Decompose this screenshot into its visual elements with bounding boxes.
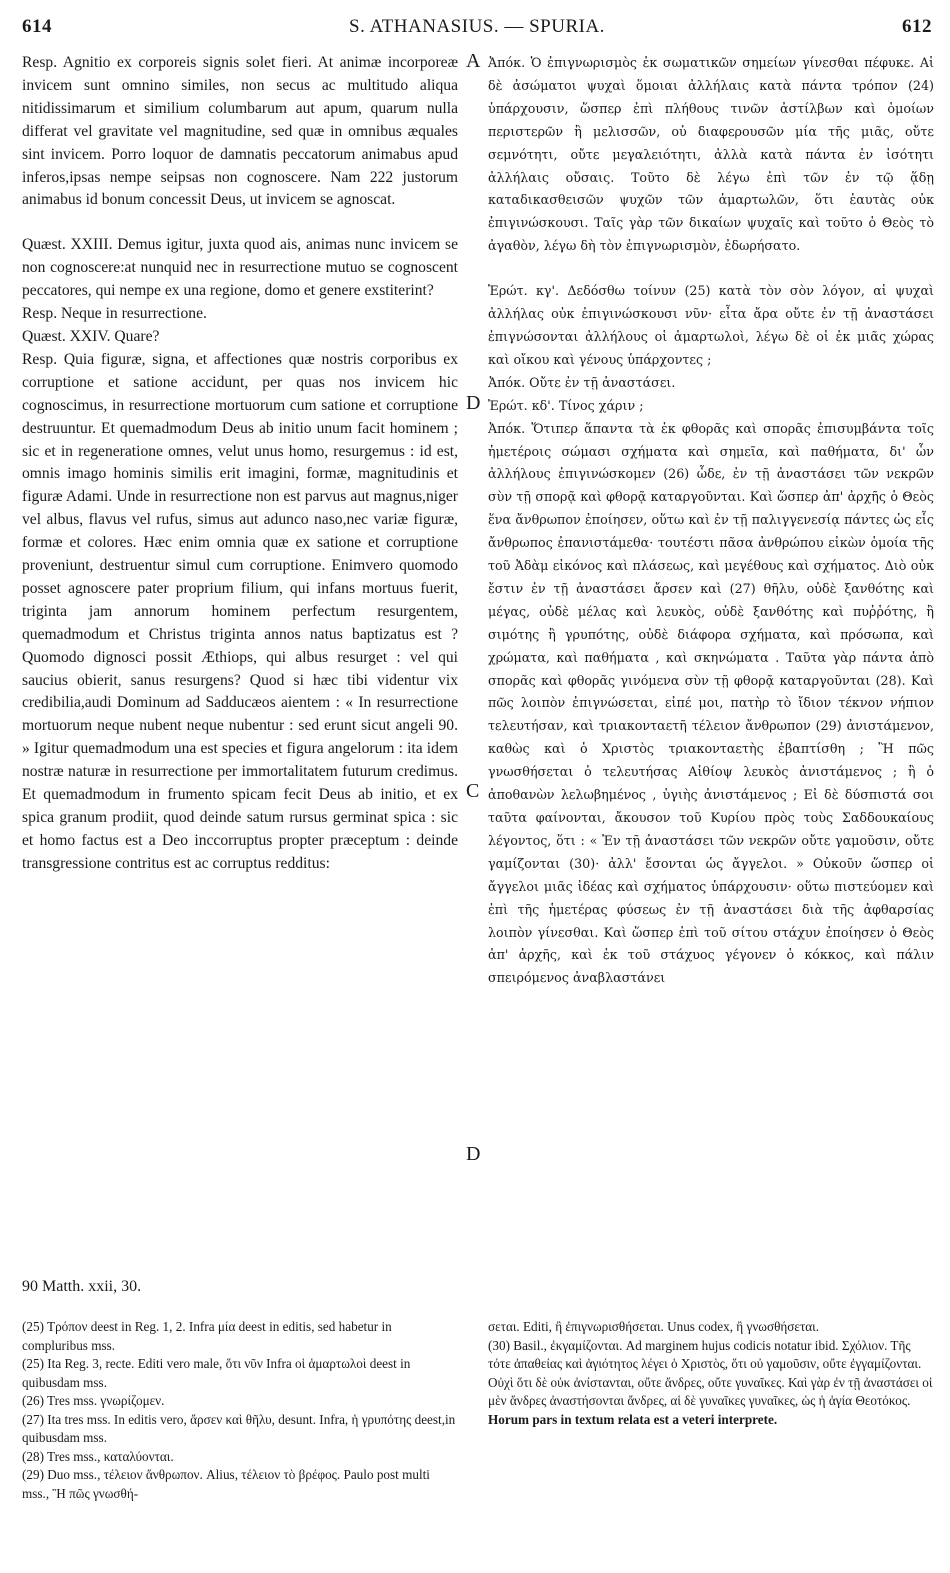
latin-resp-2: Resp. Neque in resurrectione. — [22, 305, 207, 323]
greek-apok-2: Ἀπόκ. Οὔτε ἐν τῇ ἀναστάσει. — [488, 374, 676, 390]
note-item: Horum pars in textum relata est a veteri interprete. — [488, 1411, 778, 1427]
greek-column — [488, 52, 934, 990]
margin-marker-c: C — [466, 780, 480, 802]
note-item: (26) Tres mss. γνωρίζομεν. — [22, 1393, 165, 1408]
page-header — [22, 16, 932, 46]
greek-erot-24: Ἐρώτ. κδ'. Τίνος χάριν ; — [488, 397, 644, 413]
latin-quaest-23: Quæst. XXIII. Demus igitur, juxta quod ais, animas nunc invicem se non cognoscere:at nunquid nec in resurrectione mutuo se cognoscent peccatores, qui nempe ex una regione, domo et genere exstiterint? — [22, 236, 458, 300]
margin-marker-a: A — [466, 50, 481, 72]
note-item: (30) Basil., ἐκγαμίζονται. Ad marginem hujus codicis notatur ibid. Σχόλιον. Τῆς τότε ἀπαθείας καὶ ἁγιότητος λέγει ὁ Χριστὸς, ὅτι οὐ γαμοῦσιν, οὔτε ἐγγαμίζονται. Οὐχὶ ὅτι δὲ οὐκ ἀνίστανται, οὔτε ἄνδρες, οὔτε γυναῖκες. Καὶ γὰρ ἐν τῇ ἀναστάσει οἱ μὲν ἄνδρες ἀναστήσονται ἄνδρες, αἱ δὲ γυναῖκες γυναῖκες, ὡς ἡ ἁγία Θεοτόκος. — [488, 1337, 933, 1408]
latin-resp-1: Resp. Agnitio ex corporeis signis solet fieri. At animæ incorporeæ invicem sunt omnino similes, non secus ac multitudo aliqua nitidissimarum et similium columbarum aut apum, quarum nulla differat vel gravitate vel magnitudine, sed quæ in omnibus æquales sint invicem. Porro loquor de damnatis peccatorum animabus apud inferos,ipsas nempe seipsas non cognoscere. Nam 222 justorum animabus id bonum concessit Deus, ut invicem se agnoscat. — [22, 54, 458, 209]
note-item: (29) Duo mss., τέλειον ἄνθρωπον. Alius, τέλειον τὸ βρέφος. Paulo post multi mss., Ἢ πῶς γνωσθή- — [22, 1467, 430, 1501]
scripture-footnote: 90 Matth. xxii, 30. — [22, 1278, 142, 1295]
latin-column — [22, 52, 458, 876]
greek-apok-1: Ἀπόκ. Ὁ ἐπιγνωρισμὸς ἐκ σωματικῶν σημείων γίνεσθαι πέφυκε. Αἱ δὲ ἀσώματοι ψυχαὶ ὅμοιαι ἀλλήλαις κατὰ πάντα τρόπον (24) ὑπάρχουσιν, ὥσπερ ἐπὶ πλήθους τινῶν ἀστίλβων καὶ ὁμοίων περιστερῶν ἢ μελισσῶν, οὐ διαφερουσῶν μία τῆς μιᾶς, οὔτε σεμνότητι, οὔτε μεγαλειότητι, ἀλλὰ κατὰ πάντα ἐν ἰσότητι ἀλλήλαις οὔσαις. Τοῦτο δὲ λέγω ἐπὶ τῶν ἐν τῷ ᾅδῃ καταδικασθεισῶν ψυχῶν τῶν ἁμαρτωλῶν, ὅτι ἑαυτὰς οὐκ ἐπιγινώσκουσι. Ταῖς γὰρ τῶν δικαίων ψυχαῖς καὶ τοῦτο ὁ Θεὸς τὸ ἀγαθὸν, λέγω δὴ τὸν ἐπιγνωρισμὸν, ἐδωρήσατο. — [488, 55, 934, 254]
notes-right — [488, 1318, 934, 1429]
running-title: S. ATHANASIUS. — SPURIA. — [349, 16, 605, 37]
note-item: σεται. Editi, ἢ ἐπιγνωρισθήσεται. Unus codex, ἢ γνωσθήσεται. — [488, 1319, 819, 1334]
greek-apok-3: Ἀπόκ. Ὅτιπερ ἅπαντα τὰ ἐκ φθορᾶς καὶ σπορᾶς ἐπισυμβάντα τοῖς ἡμετέροις σώμασι σχήματα καὶ σημεῖα, καὶ παθήματα, δι' ὧν ἀλλήλους ἐπιγινώσκομεν (26) ὧδε, ἐν τῇ ἀναστάσει τῶν νεκρῶν σὺν τῇ σπορᾷ καὶ φθορᾷ καταργοῦνται. Καὶ ὥσπερ ἀπ' ἀρχῆς ὁ Θεὸς ἕνα ἄνθρωπον ἐποίησεν, οὕτω καὶ ἐν τῇ παλιγγενεσίᾳ πάντες ὡς εἷς ἄνθρωπος ἐπανιστάμεθα· τουτέστι πᾶσα ἀνθρώπου εἰκὼν ὁμοία τῆς τοῦ Ἀδὰμ εἰκόνος καὶ πλάσεως, καὶ μεγέθους καὶ σχήματος. Διὸ οὐκ ἔστιν ἐν τῇ ἀναστάσει ἄρσεν καὶ (27) θῆλυ, οὐδὲ ξανθότης καὶ μέγας, οὐδὲ μέλας καὶ λευκὸς, οὐδὲ ξανθότης καὶ πυῤῥότης, ἢ σιμότης ἢ γρυπότης, οὐδὲ διάφορα σχήματα, καὶ πρόσωπα, καὶ χρώματα, καὶ παθήματα , καὶ σκηνώματα . Ταῦτα γὰρ πάντα ἀπὸ σπορᾶς καὶ φθορᾶς γινόμενα σὺν τῇ φθορᾷ καταργοῦνται (28). Καὶ πῶς λοιπὸν ἐπιγνώσεται, εἰπέ μοι, πατὴρ τὸ ἴδιον τέκνον νήπιον τελευτήσαν, καὶ τριακονταετῆ τέλειον ἄνθρωπον (29) ἀνιστάμενον, καθὼς καὶ ὁ Χριστὸς τριακονταετὴς ἐβαπτίσθη ; Ἢ πῶς γνωσθήσεται ὁ τελευτήσας Αἰθίοψ λευκὸς ἀνιστάμενος ; ἢ ὁ ἀποθανὼν λελωβημένος , ὑγιὴς ἀνιστάμενος ; Εἰ δὲ δύσπιστά σοι ταῦτα φαίνονται, ἄκουσον τοῦ Κυρίου πρὸς τοὺς Σαδδουκαίους λέγοντος, ὅτι : « Ἐν τῇ ἀναστάσει τῶν νεκρῶν οὔτε γαμοῦσιν, οὔτε γαμίζονται (30)· ἀλλ' ἔσονται ὡς ἄγγελοι. » Οὐκοῦν ὥσπερ οἱ ἄγγελοι μιᾶς ἰδέας καὶ σχήματος ὑπάρχουσιν· οὕτω πιστεύομεν καὶ ἐπὶ τῆς ἡμετέρας φύσεως ἐν τῇ ἀναστάσει διὰ τῆς ἀφθαρσίας λοιπὸν γίνεσθαι. Καὶ ὥσπερ ἐπὶ τοῦ σίτου στάχυν ἐποίησεν ὁ Θεὸς ἀπ' ἀρχῆς, καὶ ἐκ τοῦ στάχυος γέγονεν ὁ κόκκος, καὶ πάλιν σπειρόμενος ἀναβλαστάνει — [488, 420, 934, 986]
note-item: (25) Ita Reg. 3, recte. Editi vero male, ὅτι νῦν Infra οἱ ἁμαρτωλοὶ deest in quibusdam mss. — [22, 1356, 411, 1390]
greek-erot-23: Ἐρώτ. κγ'. Δεδόσθω τοίνυν (25) κατὰ τὸν σὸν λόγον, αἱ ψυχαὶ ἀλλήλας οὐκ ἐπιγινώσκουσι νῦν· εἶτα ἄρα οὔτε ἐν τῇ ἀναστάσει ἐπιγνώσονται ἀλλήλους οἱ ἁμαρτωλοὶ, λέγω δὲ οἱ ἐκ μιᾶς χώρας καὶ οἴκου καὶ γένους ὑπάρχοντες ; — [488, 283, 934, 367]
margin-marker-d: D — [466, 392, 481, 414]
latin-resp-3: Resp. Quia figuræ, signa, et affectiones quæ nostris corporibus ex corruptione et satione accidunt, per quas nos invicem hic cognoscimus, in resurrectione mortuorum cum satione et corruptione destruuntur. Et quemadmodum Deus ab initio unum facit hominem ; sic et in regeneratione omnes, velut unus homo, resurgemus : id est, omnis imago hominis similis erit imagini, formæ, magnitudinis et figuræ Adami. Unde in resurrectione non est parvus aut magnus,niger vel albus, flavus vel rufus, simus aut adunco naso,nec variæ figuræ, formæ et colores. Hæc enim omnia quæ ex satione et corruptione proveniunt, destruentur simul cum corruptione. Enimvero quomodo posset agnoscere pater proprium filium, qui infans mortuus fuerit, triginta jam annorum hominem perfectum resurgentem, quemadmodum et Christus triginta annos natus baptizatus est ? Quomodo dignosci possit Æthiops, qui albus resurget : vel qui saucius obierit, sanus resurgens? Quod si hæc tibi videntur vix credibilia,audi Dominum ad Sadducæos aientem : « In resurrectione mortuorum neque nubent neque nubentur : sed erunt sicut angeli 90. » Igitur quemadmodum una est species et figura angelorum : ita idem nostræ naturæ in resurrectione per immortalitatem futurum credimus. Et quemadmodum in frumento spicam fecit Deus ab initio, et ex spica granum prodiit, quod deinde satum rursus germinat spica : sic et homo factus est a Deo inccorruptus propter præceptum : deinde transgressione contritus est ac corruptus redditus: — [22, 350, 458, 872]
page-number-right: 612 — [902, 16, 932, 37]
latin-quaest-24: Quæst. XXIV. Quare? — [22, 327, 160, 345]
margin-marker-d2: D — [466, 1143, 481, 1165]
page-number-left: 614 — [22, 16, 52, 37]
note-item: (27) Ita tres mss. In editis vero, ἄρσεν καὶ θῆλυ, desunt. Infra, ἡ γρυπότης deest,in quibusdam mss. — [22, 1411, 456, 1445]
notes-left — [22, 1318, 458, 1503]
note-item: (25) Τρόπον deest in Reg. 1, 2. Infra μία deest in editis, sed habetur in compluribus mss. — [22, 1319, 392, 1353]
note-item: (28) Tres mss., καταλύονται. — [22, 1448, 174, 1464]
